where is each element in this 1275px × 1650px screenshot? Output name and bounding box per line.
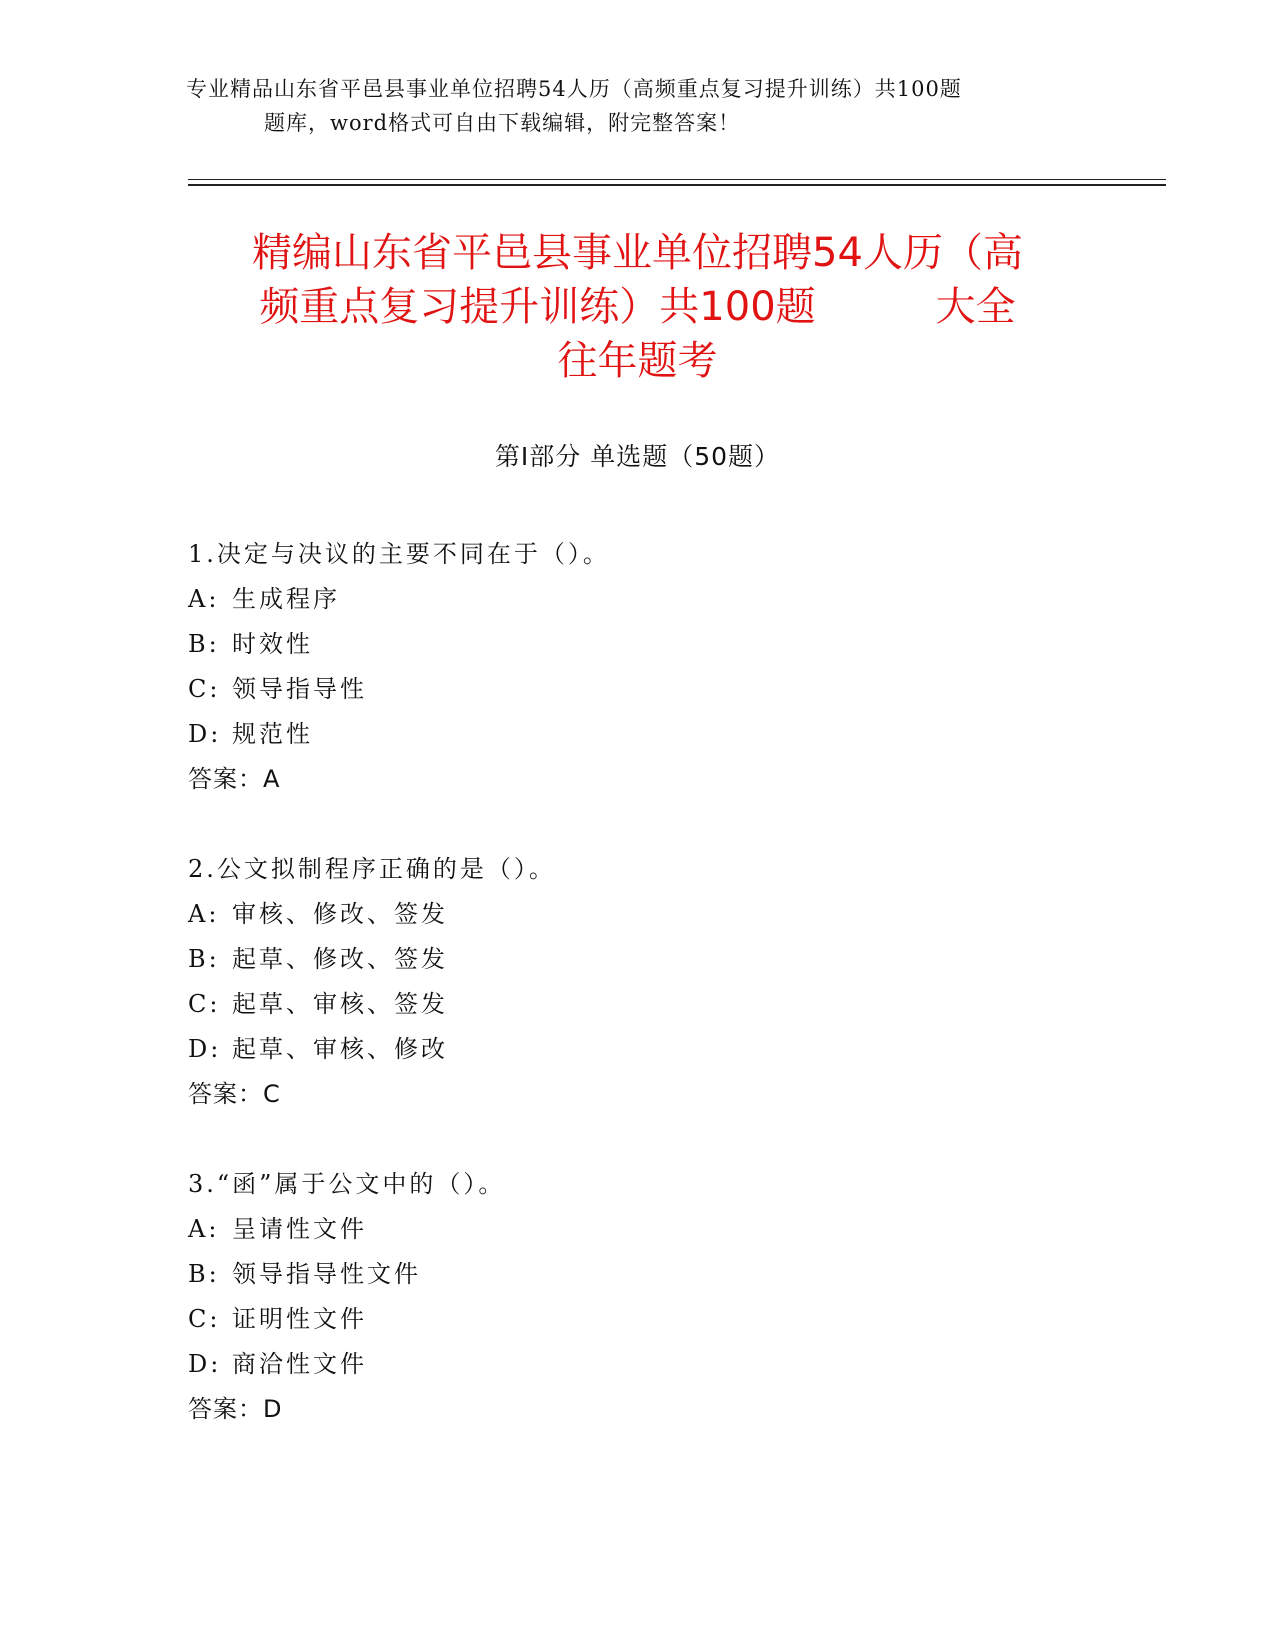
question-item [188,847,1088,1117]
option-letter: A: [188,900,220,928]
answer-line: 答案：A [188,765,281,793]
answer-line: 答案：C [188,1080,281,1108]
option-text: 领导指导性文件 [232,1260,421,1288]
title-line-2 [150,280,1125,334]
option-text: 审核、修改、签发 [232,900,448,928]
option-d [188,712,1088,757]
option-text: 商洽性文件 [232,1350,367,1378]
question-item [188,1162,1088,1432]
option-text: 领导指导性 [232,675,367,703]
question-stem: 1.决定与决议的主要不同在于（）。 [188,540,610,568]
question-list [188,532,1088,1477]
option-text: 呈请性文件 [232,1215,367,1243]
question-item [188,532,1088,802]
option-a [188,892,1088,937]
option-letter: C: [188,675,221,703]
header-rule-thick [188,184,1166,186]
option-text: 时效性 [232,630,313,658]
section-heading: 第Ⅰ部分 单选题（50题） [494,442,781,471]
option-letter: A: [188,1215,220,1243]
option-text: 生成程序 [232,585,340,613]
header-rule-thin [188,179,1166,180]
option-text: 证明性文件 [232,1305,367,1333]
option-letter: B: [188,630,220,658]
option-text: 起草、审核、修改 [232,1035,448,1063]
title-line-2b: 大全 [935,284,1016,330]
option-letter: C: [188,990,221,1018]
option-text: 起草、审核、签发 [232,990,448,1018]
title-line-3: 往年题考 [557,338,718,384]
option-a [188,577,1088,622]
option-letter: D: [188,1350,222,1378]
option-letter: D: [188,1035,222,1063]
question-stem: 3.“函”属于公文中的（）。 [188,1170,506,1198]
option-text: 规范性 [232,720,313,748]
option-b [188,1252,1088,1297]
option-a [188,1207,1088,1252]
title-line-1: 精编山东省平邑县事业单位招聘54人历（高 [252,230,1023,276]
option-letter: B: [188,1260,220,1288]
option-letter: A: [188,585,220,613]
option-d [188,1342,1088,1387]
option-b [188,622,1088,667]
title-line-2a: 频重点复习提升训练）共100题 [259,284,816,330]
option-letter: B: [188,945,220,973]
option-d [188,1027,1088,1072]
header-note-line2: 题库，word格式可自由下载编辑，附完整答案！ [264,111,741,135]
header-note-line1: 专业精品山东省平邑县事业单位招聘54人历（高频重点复习提升训练）共100题 [186,77,962,101]
option-c [188,982,1088,1027]
option-text: 起草、修改、签发 [232,945,448,973]
question-stem: 2.公文拟制程序正确的是（）。 [188,855,556,883]
header-note [186,72,1086,140]
document-title [150,226,1125,388]
option-b [188,937,1088,982]
answer-line: 答案：D [188,1395,283,1423]
option-letter: C: [188,1305,221,1333]
option-c [188,1297,1088,1342]
option-c [188,667,1088,712]
option-letter: D: [188,720,222,748]
